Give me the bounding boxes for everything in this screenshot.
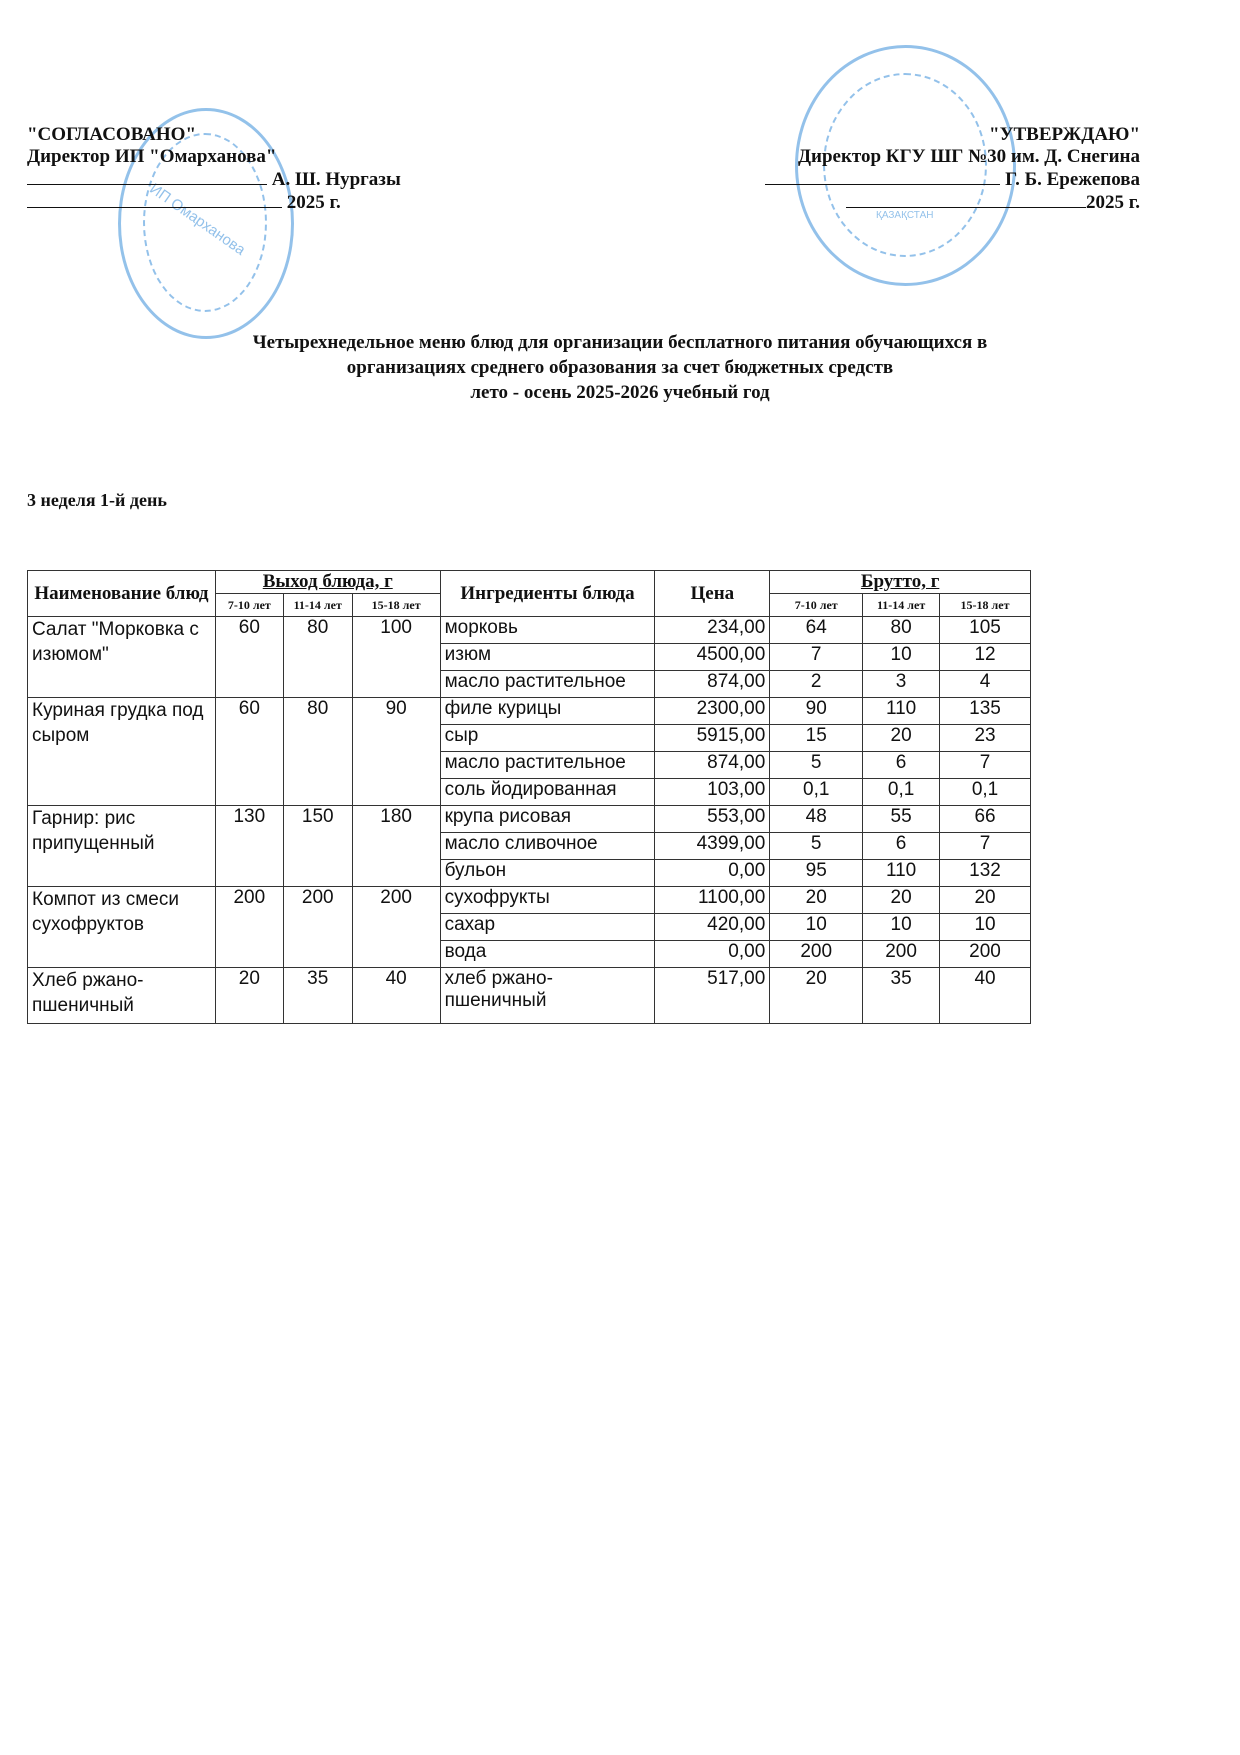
brutto-cell: 10: [863, 914, 940, 941]
yield-cell: 40: [352, 968, 440, 1024]
header-age: 11-14 лет: [863, 594, 940, 617]
approval-right-heading: "УТВЕРЖДАЮ": [989, 124, 1140, 145]
approval-right: [765, 124, 1140, 214]
document-title: [0, 330, 1240, 405]
table-row: [28, 617, 1031, 644]
table-row: [28, 887, 1031, 914]
brutto-cell: 20: [770, 887, 863, 914]
ingredient-name: сухофрукты: [440, 887, 655, 914]
brutto-cell: 5: [770, 752, 863, 779]
dish-name: Гарнир: рис припущенный: [28, 806, 216, 887]
title-line: организациях среднего образования за счет бюджетных средств: [346, 357, 894, 378]
brutto-cell: 90: [770, 698, 863, 725]
table-row: [28, 968, 1031, 1024]
price-cell: 874,00: [655, 671, 770, 698]
week-day-label: 3 неделя 1-й день: [27, 490, 167, 510]
ingredient-name: хлеб ржано-пшеничный: [440, 968, 655, 1024]
brutto-cell: 7: [770, 644, 863, 671]
brutto-cell: 6: [863, 833, 940, 860]
approval-right-position: Директор КГУ ШГ №30 им. Д. Снегина: [797, 146, 1140, 167]
price-cell: 0,00: [655, 860, 770, 887]
ingredient-name: масло растительное: [440, 671, 655, 698]
ingredient-name: крупа рисовая: [440, 806, 655, 833]
brutto-cell: 40: [940, 968, 1031, 1024]
dish-name: Компот из смеси сухофруктов: [28, 887, 216, 968]
date-line: [846, 191, 1086, 208]
brutto-cell: 110: [863, 860, 940, 887]
brutto-cell: 3: [863, 671, 940, 698]
dish-name: Куриная грудка под сыром: [28, 698, 216, 806]
price-cell: 874,00: [655, 752, 770, 779]
ingredient-name: сыр: [440, 725, 655, 752]
brutto-cell: 48: [770, 806, 863, 833]
brutto-cell: 105: [940, 617, 1031, 644]
brutto-cell: 10: [770, 914, 863, 941]
stamp-left-text: ИП Омарханова: [146, 180, 249, 259]
brutto-cell: 15: [770, 725, 863, 752]
yield-cell: 90: [352, 698, 440, 806]
yield-cell: 200: [352, 887, 440, 968]
title-line: лето - осень 2025-2026 учебный год: [470, 382, 770, 403]
yield-cell: 150: [283, 806, 352, 887]
yield-cell: 130: [215, 806, 283, 887]
yield-cell: 200: [215, 887, 283, 968]
yield-cell: 180: [352, 806, 440, 887]
yield-cell: 80: [283, 698, 352, 806]
brutto-cell: 66: [940, 806, 1031, 833]
ingredient-name: масло растительное: [440, 752, 655, 779]
brutto-cell: 135: [940, 698, 1031, 725]
brutto-cell: 64: [770, 617, 863, 644]
brutto-cell: 2: [770, 671, 863, 698]
price-cell: 553,00: [655, 806, 770, 833]
ingredient-name: вода: [440, 941, 655, 968]
header-age: 15-18 лет: [940, 594, 1031, 617]
ingredient-name: масло сливочное: [440, 833, 655, 860]
date-line: [27, 191, 282, 208]
brutto-cell: 20: [940, 887, 1031, 914]
price-cell: 4500,00: [655, 644, 770, 671]
header-yield: Выход блюда, г: [215, 571, 440, 594]
ingredient-name: морковь: [440, 617, 655, 644]
yield-cell: 35: [283, 968, 352, 1024]
brutto-cell: 80: [863, 617, 940, 644]
approval-left-heading: "СОГЛАСОВАНО": [27, 124, 197, 145]
yield-cell: 60: [215, 617, 283, 698]
price-cell: 5915,00: [655, 725, 770, 752]
table-row: [28, 806, 1031, 833]
brutto-cell: 20: [770, 968, 863, 1024]
price-cell: 2300,00: [655, 698, 770, 725]
price-cell: 4399,00: [655, 833, 770, 860]
approval-left: [27, 124, 401, 214]
dish-name: Хлеб ржано-пшеничный: [28, 968, 216, 1024]
brutto-cell: 12: [940, 644, 1031, 671]
title-line: Четырехнедельное меню блюд для организации бесплатного питания обучающихся в: [252, 332, 988, 353]
brutto-cell: 200: [863, 941, 940, 968]
brutto-cell: 23: [940, 725, 1031, 752]
brutto-cell: 200: [940, 941, 1031, 968]
approval-left-position: Директор ИП "Омарханова": [27, 146, 277, 167]
header-ingredients: Ингредиенты блюда: [440, 571, 655, 617]
yield-cell: 20: [215, 968, 283, 1024]
brutto-cell: 55: [863, 806, 940, 833]
brutto-cell: 35: [863, 968, 940, 1024]
brutto-cell: 5: [770, 833, 863, 860]
yield-cell: 200: [283, 887, 352, 968]
menu-table: [27, 570, 1031, 1024]
dish-name: Салат "Морковка с изюмом": [28, 617, 216, 698]
brutto-cell: 20: [863, 725, 940, 752]
header-brutto: Брутто, г: [770, 571, 1031, 594]
brutto-cell: 7: [940, 752, 1031, 779]
price-cell: 103,00: [655, 779, 770, 806]
stamp-right-text: ҚАЗАҚСТАН: [876, 210, 934, 221]
price-cell: 0,00: [655, 941, 770, 968]
header-age: 15-18 лет: [352, 594, 440, 617]
brutto-cell: 6: [863, 752, 940, 779]
header-age: 11-14 лет: [283, 594, 352, 617]
brutto-cell: 200: [770, 941, 863, 968]
table-row: [28, 698, 1031, 725]
brutto-cell: 0,1: [863, 779, 940, 806]
approval-left-name: А. Ш. Нургазы: [271, 169, 401, 190]
brutto-cell: 0,1: [940, 779, 1031, 806]
ingredient-name: изюм: [440, 644, 655, 671]
header-age: 7-10 лет: [215, 594, 283, 617]
brutto-cell: 110: [863, 698, 940, 725]
price-cell: 1100,00: [655, 887, 770, 914]
approval-left-date: 2025 г.: [286, 192, 341, 213]
ingredient-name: бульон: [440, 860, 655, 887]
price-cell: 517,00: [655, 968, 770, 1024]
price-cell: 234,00: [655, 617, 770, 644]
header-age: 7-10 лет: [770, 594, 863, 617]
brutto-cell: 20: [863, 887, 940, 914]
ingredient-name: филе курицы: [440, 698, 655, 725]
brutto-cell: 0,1: [770, 779, 863, 806]
brutto-cell: 95: [770, 860, 863, 887]
signature-line: [765, 168, 1000, 185]
ingredient-name: сахар: [440, 914, 655, 941]
approval-right-date: 2025 г.: [1086, 192, 1140, 213]
signature-line: [27, 168, 267, 185]
ingredient-name: соль йодированная: [440, 779, 655, 806]
brutto-cell: 10: [863, 644, 940, 671]
price-cell: 420,00: [655, 914, 770, 941]
header-dish: Наименование блюд: [28, 571, 216, 617]
approval-right-name: Г. Б. Ережепова: [1005, 169, 1140, 190]
yield-cell: 80: [283, 617, 352, 698]
brutto-cell: 4: [940, 671, 1031, 698]
header-price: Цена: [655, 571, 770, 617]
brutto-cell: 10: [940, 914, 1031, 941]
yield-cell: 100: [352, 617, 440, 698]
yield-cell: 60: [215, 698, 283, 806]
brutto-cell: 132: [940, 860, 1031, 887]
brutto-cell: 7: [940, 833, 1031, 860]
